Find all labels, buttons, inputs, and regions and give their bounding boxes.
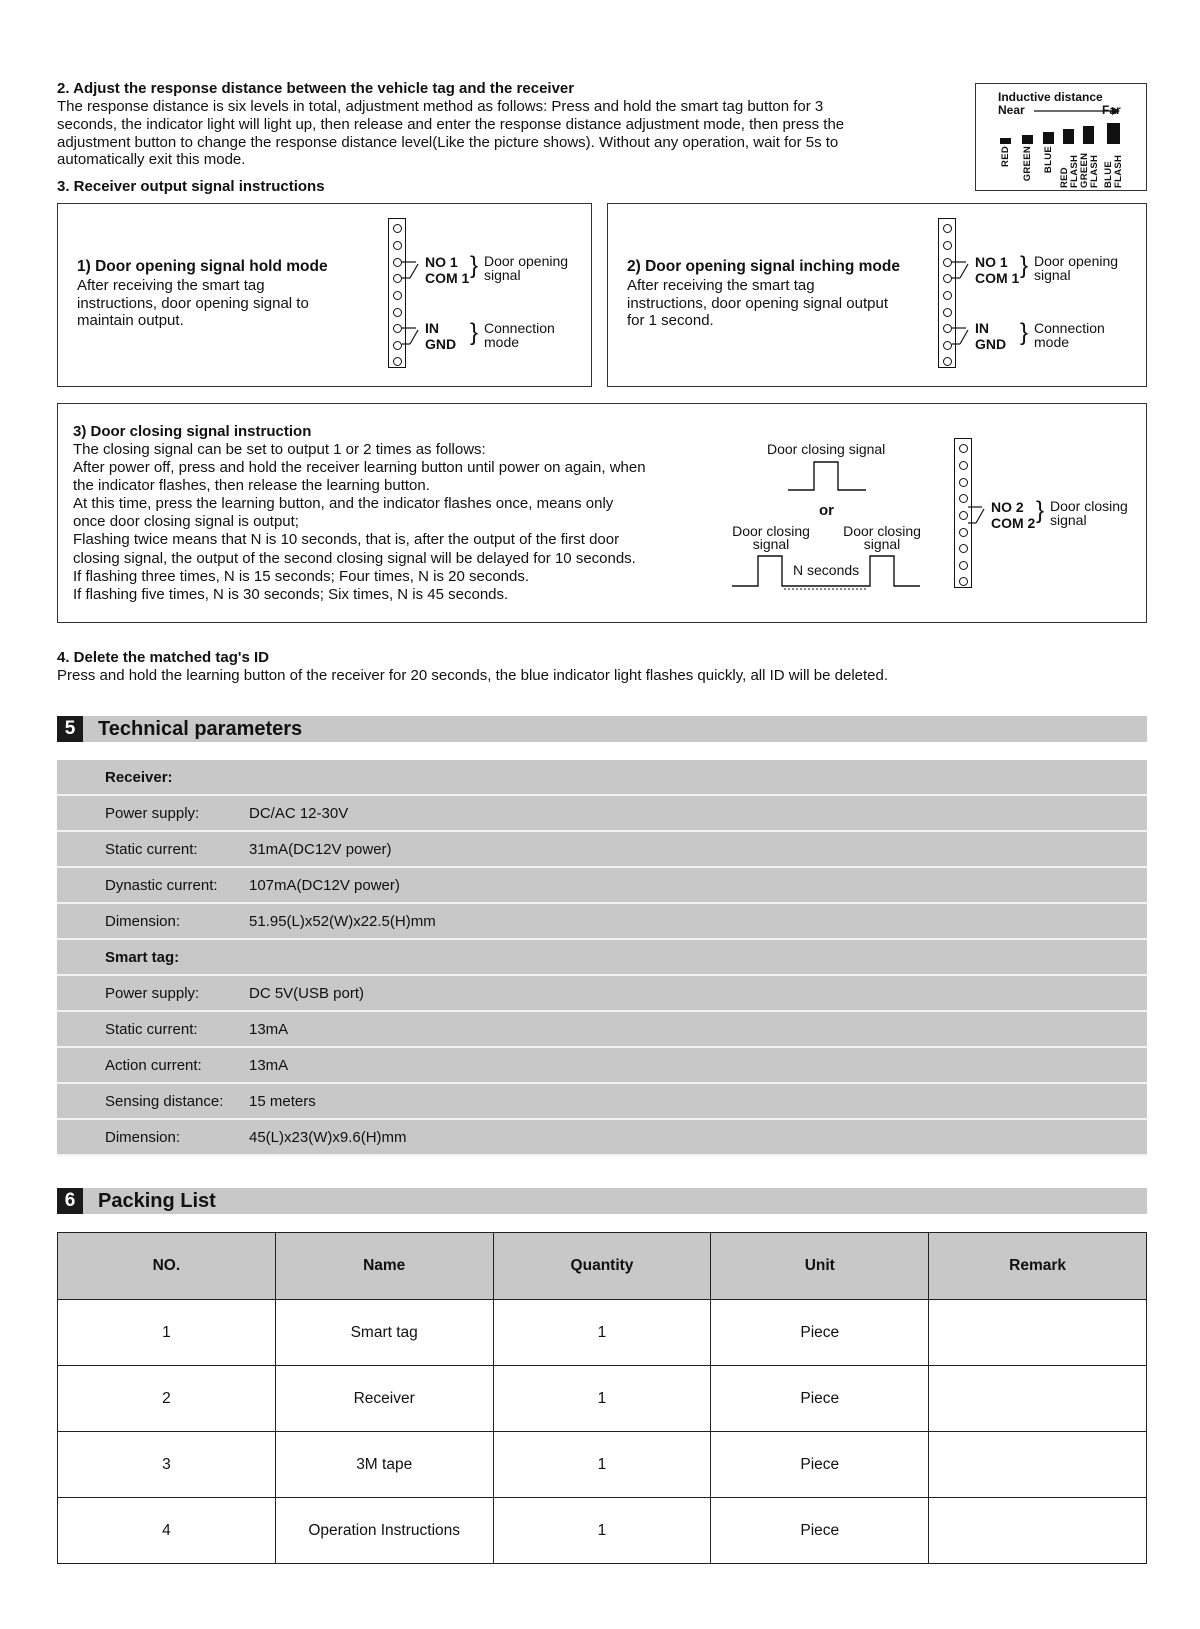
- mode-3-title: 3) Door closing signal instruction: [73, 423, 312, 440]
- door-closing-line: signal: [1050, 512, 1087, 528]
- door-opening-note: [484, 254, 568, 282]
- switch-symbol: [968, 497, 992, 531]
- terminal-pin: [393, 224, 402, 233]
- terminal-pin: [959, 511, 968, 520]
- header-name: Name: [275, 1233, 493, 1300]
- table-row: [57, 1084, 1147, 1120]
- cell-unit: Piece: [711, 1366, 929, 1432]
- door-closing-note: [1050, 499, 1128, 527]
- diagram-right-label: [842, 525, 922, 551]
- tech-params-title: Technical parameters: [98, 718, 303, 740]
- single-pulse-diagram: [788, 458, 868, 494]
- com1-label: COM 1: [975, 270, 1020, 286]
- table-row: [57, 832, 1147, 868]
- terminal-pin: [959, 494, 968, 503]
- param-key: Dimension:: [57, 904, 249, 940]
- terminal-pin: [943, 241, 952, 250]
- cell-name: Receiver: [275, 1366, 493, 1432]
- section-4-text: Press and hold the learning button of the receiver for 20 seconds, the blue indicator light flashes quickly, all ID will be deleted.: [57, 667, 889, 684]
- section-2-line: seconds, the indicator light will light up, then release and enter the response distance adjustment mode, then press the: [57, 115, 845, 133]
- level-bar-6: [1107, 123, 1120, 144]
- table-row: [57, 868, 1147, 904]
- packing-list-banner: [57, 1188, 1147, 1214]
- terminal-pin: [959, 478, 968, 487]
- terminal-pin: [943, 291, 952, 300]
- terminal-pin: [959, 544, 968, 553]
- terminal-pin: [393, 308, 402, 317]
- section-2-line: automatically exit this mode.: [57, 151, 246, 169]
- inductive-distance-box: [975, 83, 1147, 191]
- level-bar-4: [1063, 129, 1074, 144]
- mode-3-line: After power off, press and hold the receiver learning button until power on again, when: [73, 459, 646, 477]
- level-label-green: GREEN: [1022, 146, 1033, 182]
- tech-params-banner: [57, 716, 1147, 742]
- cell-no: 3: [58, 1432, 276, 1498]
- param-key: Dynastic current:: [57, 868, 249, 904]
- terminal-pin: [393, 341, 402, 350]
- terminal-pin: [959, 461, 968, 470]
- param-value: DC/AC 12-30V: [249, 796, 1147, 832]
- param-key: Static current:: [57, 832, 249, 868]
- param-value: 51.95(L)x52(W)x22.5(H)mm: [249, 904, 1147, 940]
- level-bar-3: [1043, 132, 1054, 144]
- table-row: [58, 1498, 1147, 1564]
- terminal-pin: [943, 357, 952, 366]
- param-key: Dimension:: [57, 1120, 249, 1156]
- connection-line: mode: [484, 334, 520, 350]
- mode-1-line: maintain output.: [77, 312, 184, 329]
- inductive-distance-title: Inductive distance: [998, 90, 1103, 104]
- cell-remark: [929, 1432, 1147, 1498]
- level-label-red: RED: [1000, 146, 1011, 167]
- table-row: [57, 1012, 1147, 1048]
- packing-list-title: Packing List: [98, 1190, 216, 1212]
- cell-unit: Piece: [711, 1432, 929, 1498]
- smart-tag-heading: Smart tag:: [57, 940, 249, 976]
- switch-symbol: [402, 252, 426, 352]
- terminal-pin: [393, 258, 402, 267]
- section-3-title: 3. Receiver output signal instructions: [57, 178, 325, 195]
- param-value: 31mA(DC12V power): [249, 832, 1147, 868]
- empty-cell: [249, 940, 1147, 976]
- cell-name: Operation Instructions: [275, 1498, 493, 1564]
- table-row: [57, 940, 1147, 976]
- table-row: [57, 1120, 1147, 1156]
- connection-line: mode: [1034, 334, 1070, 350]
- param-key: Static current:: [57, 1012, 249, 1048]
- mode-2-line: for 1 second.: [627, 312, 714, 329]
- cell-unit: Piece: [711, 1498, 929, 1564]
- section-number: 5: [57, 716, 83, 742]
- cell-remark: [929, 1300, 1147, 1366]
- or-label: or: [819, 502, 834, 519]
- section-2-line: adjustment button to change the response distance level(Like the picture shows). Without any operation, wait for 5s to: [57, 133, 839, 151]
- connection-line: Connection: [484, 320, 555, 336]
- gnd-label: GND: [425, 336, 457, 352]
- mode-2-text: [627, 277, 888, 330]
- connection-line: Connection: [1034, 320, 1105, 336]
- section-4-title: 4. Delete the matched tag's ID: [57, 649, 269, 666]
- brace: }: [1020, 252, 1029, 279]
- section-2-title: 2. Adjust the response distance between the vehicle tag and the receiver: [57, 80, 575, 97]
- section-number: 6: [57, 1188, 83, 1214]
- table-row: [58, 1432, 1147, 1498]
- cell-name: 3M tape: [275, 1432, 493, 1498]
- cell-remark: [929, 1498, 1147, 1564]
- param-key: Power supply:: [57, 976, 249, 1012]
- level-label-blue-flash: BLUE FLASH: [1103, 154, 1124, 188]
- mode-2-title: 2) Door opening signal inching mode: [627, 258, 900, 275]
- level-bar-5: [1083, 126, 1094, 144]
- door-closing-line: Door closing: [1050, 498, 1128, 514]
- cell-no: 4: [58, 1498, 276, 1564]
- table-row: [57, 904, 1147, 940]
- level-label-blue: BLUE: [1043, 146, 1054, 174]
- door-opening-line: Door opening: [484, 253, 569, 269]
- packing-list-table: [57, 1232, 1147, 1564]
- terminal-pin: [943, 308, 952, 317]
- door-opening-line: signal: [484, 267, 521, 283]
- section-2-text: [57, 98, 927, 169]
- param-value: 13mA: [249, 1048, 1147, 1084]
- n-seconds-label: N seconds: [793, 562, 860, 578]
- mode-3-line: The closing signal can be set to output 1 or 2 times as follows:: [73, 441, 486, 458]
- mode-2-line: instructions, door opening signal output: [627, 294, 889, 312]
- header-no: NO.: [58, 1233, 276, 1300]
- terminal-pin: [959, 528, 968, 537]
- receiver-heading: Receiver:: [57, 760, 249, 796]
- connection-note: [1034, 321, 1105, 349]
- diagram-left-line: Door closing: [732, 523, 810, 539]
- mode-3-line: closing signal, the output of the second closing signal will be delayed for 10 seconds.: [73, 549, 636, 567]
- mode-3-line: the indicator flashes, then release the learning button.: [73, 477, 430, 495]
- terminal-pin: [393, 274, 402, 283]
- cell-quantity: 1: [493, 1498, 711, 1564]
- mode-3-line: once door closing signal is output;: [73, 513, 299, 531]
- cell-quantity: 1: [493, 1432, 711, 1498]
- brace: }: [470, 319, 479, 346]
- param-key: Sensing distance:: [57, 1084, 249, 1120]
- table-row: [58, 1366, 1147, 1432]
- brace: }: [1036, 497, 1045, 524]
- diagram-top-label: Door closing signal: [767, 441, 886, 457]
- brace: }: [470, 252, 479, 279]
- terminal-pin: [943, 341, 952, 350]
- mode-1-line: instructions, door opening signal to: [77, 294, 309, 312]
- com2-label: COM 2: [991, 515, 1036, 531]
- mode-3-line: If flashing three times, N is 15 seconds; Four times, N is 20 seconds.: [73, 567, 530, 585]
- mode-2-line: After receiving the smart tag: [627, 277, 815, 294]
- param-key: Power supply:: [57, 796, 249, 832]
- terminal-pin: [943, 274, 952, 283]
- gnd-label: GND: [975, 336, 1007, 352]
- level-bar-2: [1022, 135, 1033, 144]
- table-row: [58, 1300, 1147, 1366]
- terminal-pin: [959, 577, 968, 586]
- section-2-line: The response distance is six levels in total, adjustment method as follows: Press and hold the smart tag button for 3: [57, 98, 824, 115]
- no2-label: NO 2: [991, 499, 1024, 515]
- level-label-red-flash: RED FLASH: [1059, 154, 1080, 188]
- terminal-pin: [393, 241, 402, 250]
- level-label-green-flash: GREEN FLASH: [1079, 152, 1100, 188]
- mode-2-box: [607, 203, 1147, 387]
- terminal-pin: [943, 324, 952, 333]
- cell-no: 2: [58, 1366, 276, 1432]
- com1-label: COM 1: [425, 270, 470, 286]
- table-row: [57, 796, 1147, 832]
- cell-remark: [929, 1366, 1147, 1432]
- terminal-pin: [393, 291, 402, 300]
- door-opening-note: [1034, 254, 1118, 282]
- table-row: [57, 760, 1147, 796]
- in-label: IN: [425, 320, 439, 336]
- terminal-pin: [393, 357, 402, 366]
- param-value: 13mA: [249, 1012, 1147, 1048]
- cell-quantity: 1: [493, 1366, 711, 1432]
- terminal-pin: [943, 224, 952, 233]
- table-header-row: [58, 1233, 1147, 1300]
- terminal-pin: [959, 561, 968, 570]
- mode-3-line: Flashing twice means that N is 10 seconds, that is, after the output of the first door: [73, 531, 620, 549]
- mode-1-box: [57, 203, 592, 387]
- terminal-pin: [959, 444, 968, 453]
- table-row: [57, 976, 1147, 1012]
- mode-1-title: 1) Door opening signal hold mode: [77, 258, 328, 275]
- connection-note: [484, 321, 555, 349]
- tech-params-table: [57, 760, 1147, 1156]
- param-value: 45(L)x23(W)x9.6(H)mm: [249, 1120, 1147, 1156]
- diagram-right-line: signal: [863, 536, 901, 552]
- cell-name: Smart tag: [275, 1300, 493, 1366]
- diagram-left-label: [731, 525, 811, 551]
- cell-quantity: 1: [493, 1300, 711, 1366]
- param-value: DC 5V(USB port): [249, 976, 1147, 1012]
- terminal-pin: [393, 324, 402, 333]
- no1-label: NO 1: [975, 254, 1008, 270]
- mode-3-line: If flashing five times, N is 30 seconds; Six times, N is 45 seconds.: [73, 585, 509, 603]
- param-key: Action current:: [57, 1048, 249, 1084]
- brace: }: [1020, 319, 1029, 346]
- diagram-left-line: signal: [752, 536, 790, 552]
- switch-symbol: [952, 252, 976, 352]
- header-unit: Unit: [711, 1233, 929, 1300]
- door-opening-line: signal: [1034, 267, 1071, 283]
- door-opening-line: Door opening: [1034, 253, 1119, 269]
- mode-1-line: After receiving the smart tag: [77, 277, 265, 294]
- cell-no: 1: [58, 1300, 276, 1366]
- no1-label: NO 1: [425, 254, 458, 270]
- mode-3-box: [57, 403, 1147, 623]
- mode-3-line: At this time, press the learning button, and the indicator flashes once, means only: [73, 495, 614, 513]
- in-label: IN: [975, 320, 989, 336]
- param-value: 107mA(DC12V power): [249, 868, 1147, 904]
- mode-1-text: [77, 277, 309, 330]
- far-label: Far: [1102, 103, 1121, 117]
- param-value: 15 meters: [249, 1084, 1147, 1120]
- near-label: Near: [998, 103, 1025, 117]
- terminal-pin: [943, 258, 952, 267]
- table-row: [57, 1048, 1147, 1084]
- header-quantity: Quantity: [493, 1233, 711, 1300]
- cell-unit: Piece: [711, 1300, 929, 1366]
- header-remark: Remark: [929, 1233, 1147, 1300]
- level-bar-1: [1000, 138, 1011, 144]
- empty-cell: [249, 760, 1147, 796]
- diagram-right-line: Door closing: [843, 523, 921, 539]
- mode-3-text: [73, 441, 646, 604]
